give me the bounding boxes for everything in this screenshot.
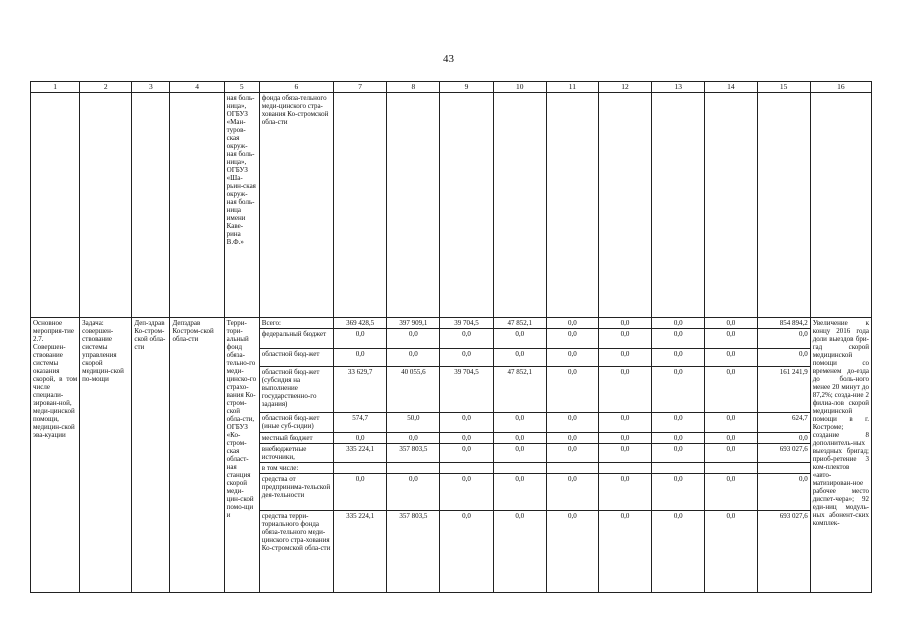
funding-value: 40 055,6 (387, 367, 440, 413)
funding-value: 0,0 (493, 413, 546, 433)
funding-value (493, 463, 546, 474)
funding-value: 0,0 (387, 329, 440, 349)
funding-source-label: внебюджетные источники, (259, 444, 333, 463)
column-number-row (31, 82, 872, 93)
funding-value: 0,0 (546, 474, 598, 511)
funding-value: 0,0 (387, 474, 440, 511)
col-header: 16 (810, 82, 871, 93)
funding-source-label: местный бюджет (259, 433, 333, 444)
col-header: 14 (705, 82, 757, 93)
funding-value: 0,0 (705, 329, 757, 349)
funding-value: 0,0 (493, 474, 546, 511)
col-header: 8 (387, 82, 440, 93)
measure-task: Задача: совершен-ствование системы управления скорой медицин-ской по-мощи (80, 318, 132, 593)
funding-source-label: областной бюд-жет (субсидия на выполнение государственно-го задания) (259, 367, 333, 413)
page-number: 43 (443, 53, 454, 65)
col-header: 6 (259, 82, 333, 93)
funding-value: 0,0 (705, 367, 757, 413)
funding-value: 0,0 (440, 511, 493, 593)
funding-value: 0,0 (705, 474, 757, 511)
funding-value: 0,0 (598, 367, 651, 413)
funding-value: 0,0 (705, 444, 757, 463)
col-header: 10 (493, 82, 546, 93)
funding-value: 0,0 (493, 349, 546, 367)
funding-value: 0,0 (652, 433, 705, 444)
funding-value (440, 463, 493, 474)
funding-value: 0,0 (334, 349, 387, 367)
funding-value: 0,0 (757, 349, 810, 367)
funding-value: 0,0 (546, 367, 598, 413)
funding-value: 0,0 (546, 318, 598, 329)
col-header: 3 (132, 82, 170, 93)
funding-value: 357 803,5 (387, 511, 440, 593)
col-header: 5 (224, 82, 259, 93)
funding-value: 0,0 (546, 433, 598, 444)
funding-value: 0,0 (705, 318, 757, 329)
funding-value: 0,0 (652, 511, 705, 593)
funding-value: 0,0 (493, 511, 546, 593)
funding-value (757, 463, 810, 474)
funding-source-label: областной бюд-жет (259, 349, 333, 367)
funding-value: 0,0 (705, 413, 757, 433)
col-header: 12 (598, 82, 651, 93)
funding-value: 0,0 (757, 474, 810, 511)
col-header: 9 (440, 82, 493, 93)
funding-value: 0,0 (546, 444, 598, 463)
funding-value: 0,0 (705, 349, 757, 367)
funding-value: 0,0 (546, 349, 598, 367)
funding-value: 0,0 (652, 444, 705, 463)
program-table (30, 81, 872, 593)
funding-value (705, 463, 757, 474)
measure-responsible: Деп-здрав Ко-стром-ской обла-сти (132, 318, 170, 593)
funding-source-label: средства терри-ториального фонда обяза-тельного меди-цинского стра-хования Ко-стромской обла-сти (259, 511, 333, 593)
funding-value: 0,0 (598, 349, 651, 367)
funding-row (31, 318, 872, 329)
funding-value: 39 704,5 (440, 367, 493, 413)
funding-source-label: в том числе: (259, 463, 333, 474)
funding-value: 854 894,2 (757, 318, 810, 329)
funding-value: 0,0 (493, 444, 546, 463)
funding-value: 335 224,1 (334, 444, 387, 463)
funding-value: 0,0 (652, 349, 705, 367)
funding-value: 0,0 (546, 329, 598, 349)
funding-value: 0,0 (440, 474, 493, 511)
measure-executors: Терри-тори-альный фонд обяза-тельно-го меди-цинско-го страхо-вания Ко-стром-ской обла-сти, ОГБУЗ «Ко-стром-ская област-ная станция скорой меди-цин-ской помо-щи и (224, 318, 259, 593)
funding-value: 0,0 (652, 367, 705, 413)
col-header: 11 (546, 82, 598, 93)
funding-value: 0,0 (705, 433, 757, 444)
continuation-executors: ная боль-ница», ОГБУЗ «Ман-туров-ская окруж-ная боль-ница», ОГБУЗ «Ша-рьин-ская окруж-ная боль-ница имени Каве-рина В.Ф.» (224, 93, 259, 318)
col-header: 4 (170, 82, 224, 93)
funding-value: 0,0 (598, 511, 651, 593)
funding-value: 0,0 (757, 329, 810, 349)
funding-value: 33 629,7 (334, 367, 387, 413)
funding-value: 369 428,5 (334, 318, 387, 329)
funding-value: 0,0 (757, 433, 810, 444)
col-header: 15 (757, 82, 810, 93)
funding-value: 0,0 (652, 329, 705, 349)
funding-value (546, 463, 598, 474)
funding-source-label: средства от предпринима-тельской дея-тельности (259, 474, 333, 511)
funding-value: 0,0 (334, 329, 387, 349)
funding-value: 357 803,5 (387, 444, 440, 463)
funding-value: 693 027,6 (757, 511, 810, 593)
funding-value: 0,0 (440, 413, 493, 433)
funding-value: 0,0 (440, 329, 493, 349)
funding-value (598, 463, 651, 474)
funding-value: 0,0 (598, 444, 651, 463)
funding-value: 161 241,9 (757, 367, 810, 413)
funding-value: 0,0 (493, 433, 546, 444)
funding-value: 0,0 (493, 329, 546, 349)
col-header: 2 (80, 82, 132, 93)
funding-value: 0,0 (598, 433, 651, 444)
measure-coexecutor: Депздрав Костром-ской обла-сти (170, 318, 224, 593)
funding-value: 50,0 (387, 413, 440, 433)
funding-value: 0,0 (546, 511, 598, 593)
funding-value: 574,7 (334, 413, 387, 433)
funding-value: 0,0 (598, 329, 651, 349)
funding-value: 0,0 (652, 413, 705, 433)
funding-value: 0,0 (440, 444, 493, 463)
funding-value: 0,0 (334, 433, 387, 444)
expected-result: Увеличение к концу 2016 года доли выездов бри-гад скорой медицинской помощи со временем до-езда до боль-ного менее 20 минут до 87,2%; созда-ние 2 филиа-лов скорой медицинской помощи в г. Костроме; создание 8 дополнитель-ных выездных бригад; приоб-ретение 3 ком-плектов «авто-матизирован-ное рабочее место диспет-чера»; 92 еди-ниц модуль-ных абонент-ских комплек- (810, 318, 871, 593)
funding-value (387, 463, 440, 474)
funding-source-label: федеральный бюджет (259, 329, 333, 349)
continuation-row (31, 93, 872, 318)
funding-value: 47 852,1 (493, 318, 546, 329)
funding-value: 0,0 (652, 318, 705, 329)
funding-value: 0,0 (334, 474, 387, 511)
col-header: 1 (31, 82, 80, 93)
funding-source-label: областной бюд-жет (иные суб-сидии) (259, 413, 333, 433)
funding-value: 0,0 (652, 474, 705, 511)
col-header: 13 (652, 82, 705, 93)
measure-title: Основное мероприя-тие 2.7. Совершен-ствование системы оказания скорой, в том числе специали-зирован-ной, меди-цинской помощи, медицин-ской эва-куации (31, 318, 80, 593)
funding-value (652, 463, 705, 474)
funding-value: 0,0 (546, 413, 598, 433)
funding-value: 47 852,1 (493, 367, 546, 413)
funding-value: 0,0 (387, 433, 440, 444)
col-header: 7 (334, 82, 387, 93)
funding-value: 624,7 (757, 413, 810, 433)
continuation-source: фонда обяза-тельного меди-цинского стра-хования Ко-стромской обла-сти (259, 93, 333, 318)
funding-value: 0,0 (440, 433, 493, 444)
funding-value: 335 224,1 (334, 511, 387, 593)
funding-value: 39 704,5 (440, 318, 493, 329)
funding-value: 0,0 (598, 474, 651, 511)
funding-value (334, 463, 387, 474)
funding-value: 397 909,1 (387, 318, 440, 329)
funding-value: 0,0 (440, 349, 493, 367)
funding-source-label: Всего: (259, 318, 333, 329)
funding-value: 0,0 (598, 413, 651, 433)
funding-value: 0,0 (705, 511, 757, 593)
funding-value: 0,0 (598, 318, 651, 329)
funding-value: 0,0 (387, 349, 440, 367)
funding-value: 693 027,6 (757, 444, 810, 463)
